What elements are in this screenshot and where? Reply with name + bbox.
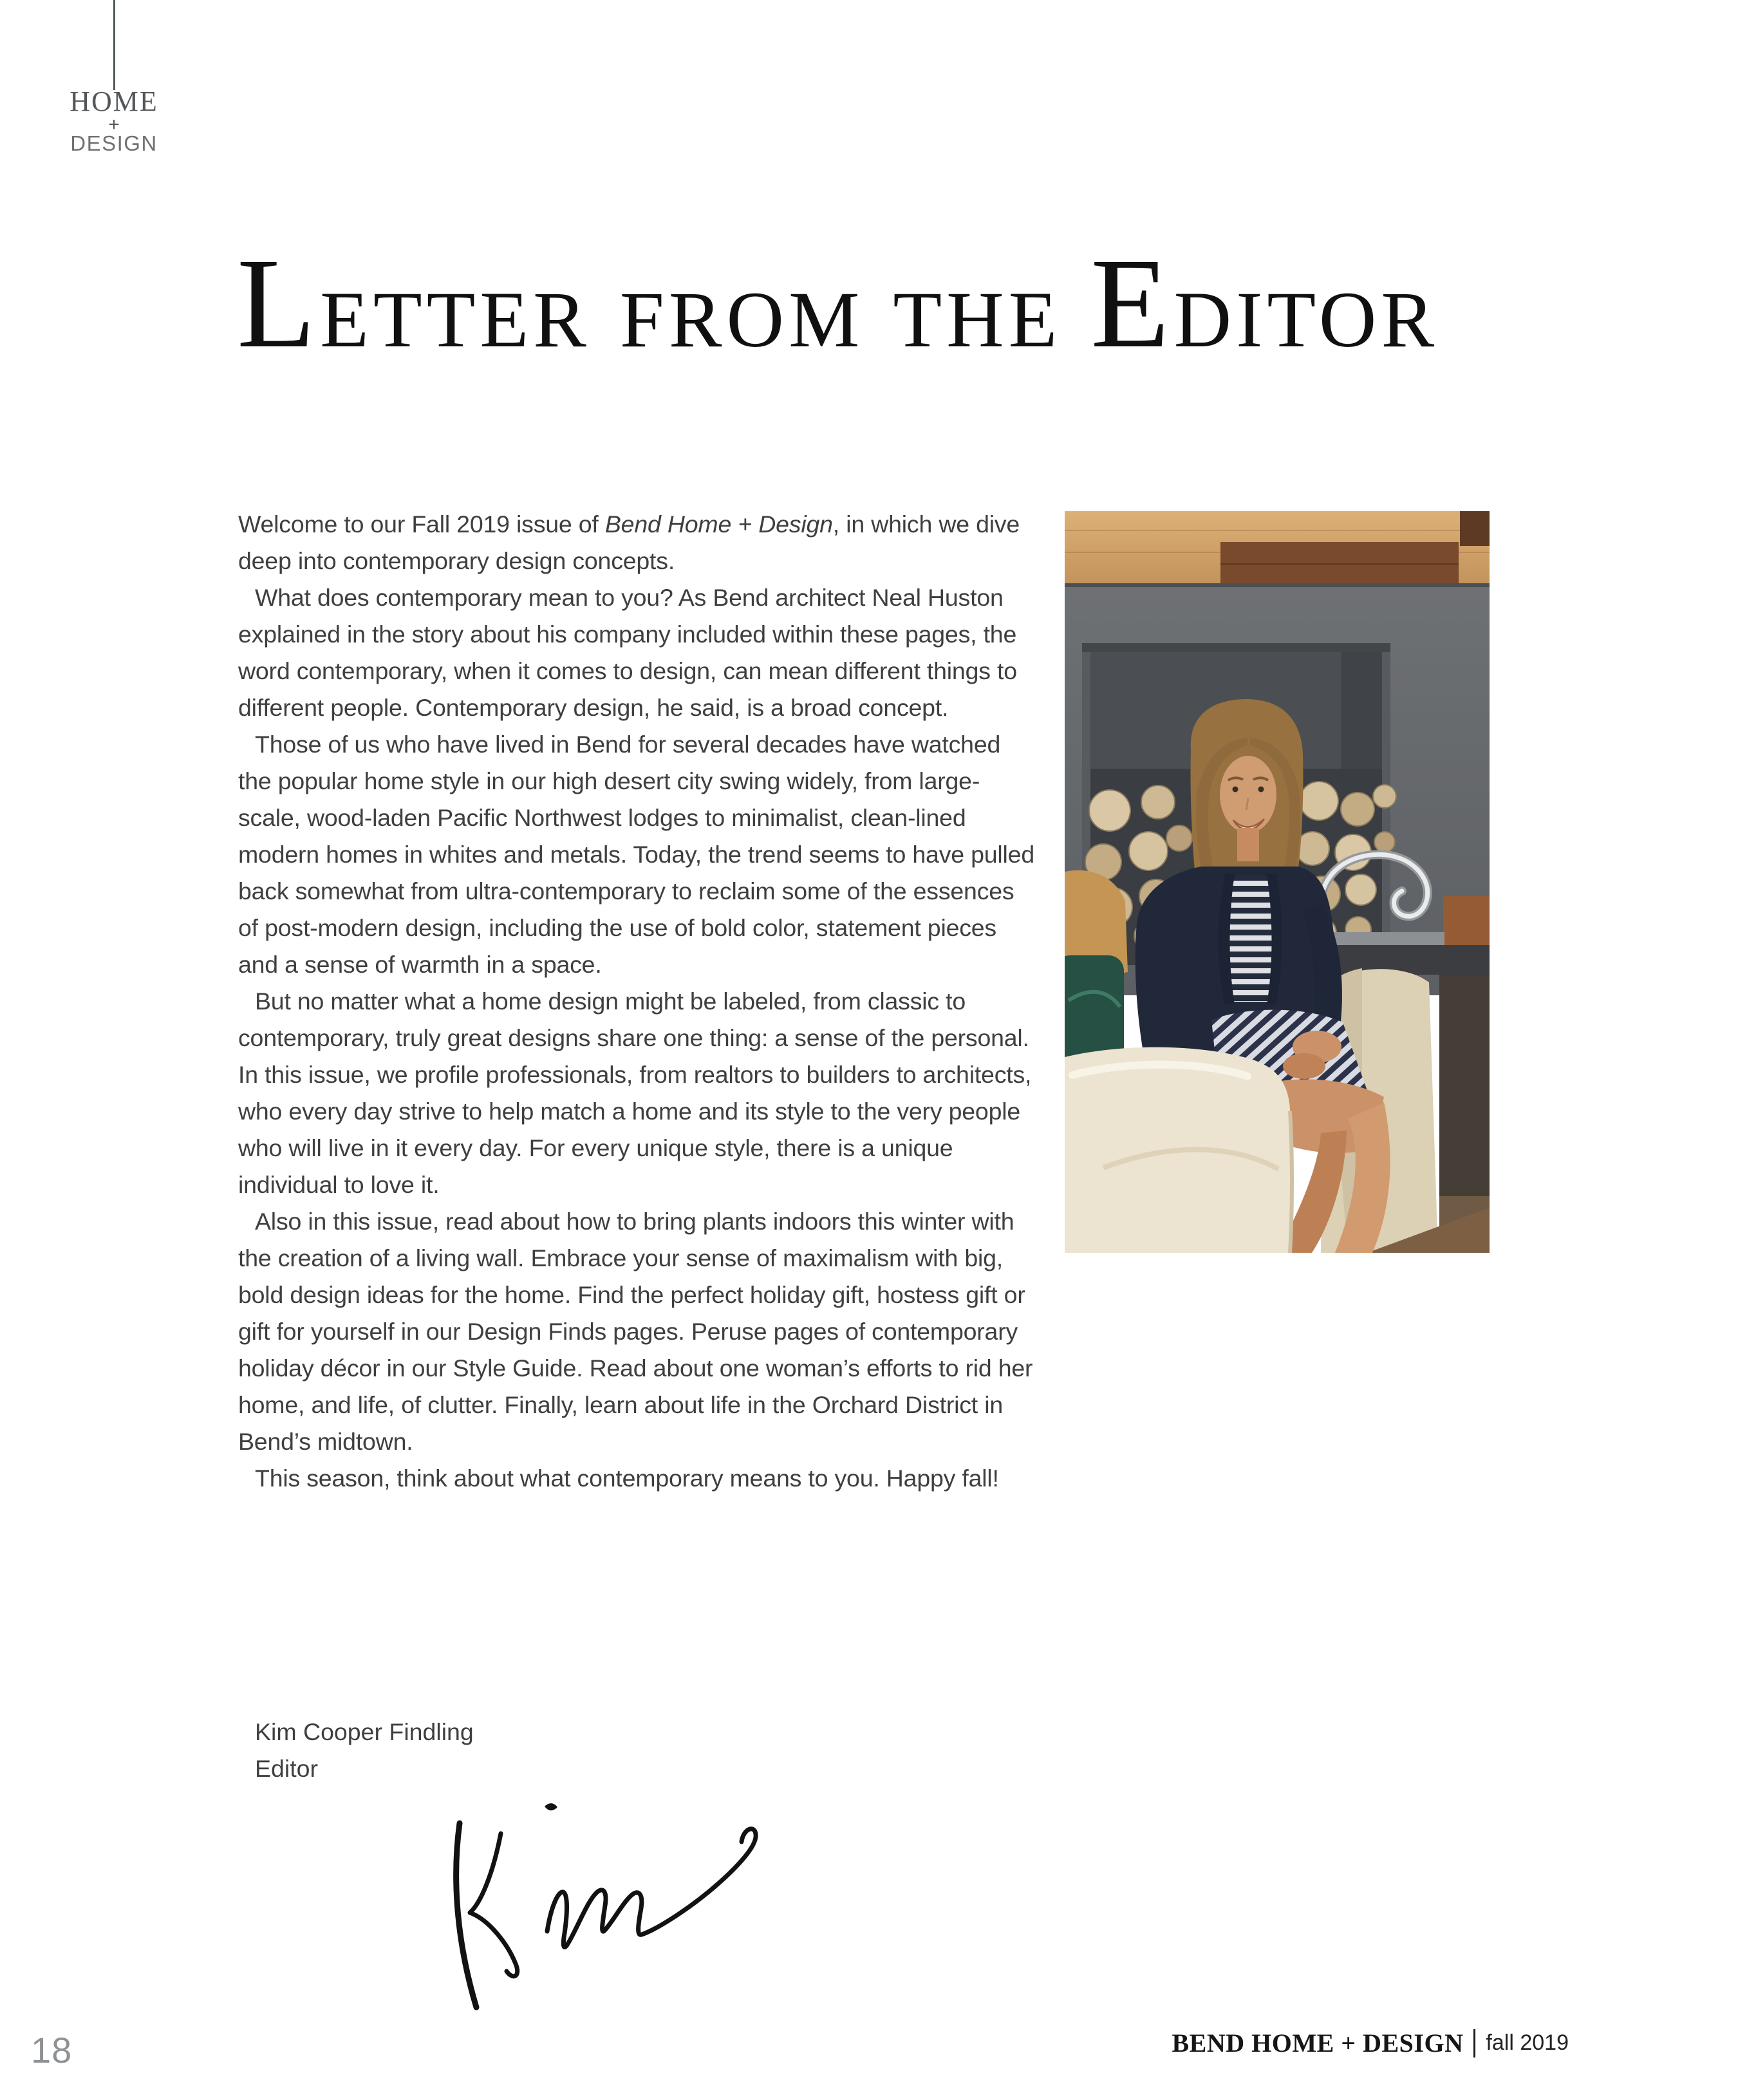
letter-text: But no matter what a home design might be labeled, from classic to contemporary, truly great designs share one thing: a sense of the personal. In this issue, we profile professionals, from realtors to builders to architects, who every day strive to help match a home and its style to the very people who will live in it every day. For every unique style, there is a unique individual to love it.	[238, 988, 1032, 1198]
brand-plus-icon: +	[108, 114, 120, 135]
letter-paragraph	[238, 726, 1038, 983]
brand-name-design: DESIGN	[70, 131, 158, 155]
letter-paragraph	[238, 1460, 1038, 1497]
page-number: 18	[31, 2030, 73, 2070]
signature-kim	[444, 1796, 779, 2015]
footer-issue: fall 2019	[1486, 2030, 1569, 2055]
letter-text: Also in this issue, read about how to bring plants indoors this winter with the creation of a living wall. Embrace your sense of maximalism with big, bold design ideas for the home. Find the perfect holiday gift, hostess gift or gift for yourself in our Design Finds pages. Peruse pages of contemporary holiday décor in our Style Guide. Read about one woman’s efforts to rid her home, and life, of clutter. Finally, learn about life in the Orchard District in Bend’s midtown.	[238, 1208, 1033, 1455]
letter-paragraph	[238, 983, 1038, 1203]
face	[1220, 756, 1276, 833]
letter-text: Welcome to our Fall 2019 issue of	[238, 511, 605, 538]
copper-accent	[1443, 896, 1490, 946]
letter-text: What does contemporary mean to you? As Bend architect Neal Huston explained in the story about his company included within these pages, the word contemporary, when it comes to design, can mean different things to different people. Contemporary design, he said, is a broad concept.	[238, 584, 1017, 721]
title-small-caps: ETTER	[320, 276, 591, 364]
letter-paragraph	[238, 506, 1038, 579]
eye-left	[1233, 787, 1238, 792]
signoff-role: Editor	[255, 1755, 318, 1782]
magazine-name-italic: Bend Home + Design	[604, 511, 833, 538]
armchair-arm	[1065, 1047, 1292, 1253]
brand-name-home: HOME	[70, 86, 158, 117]
letter-text: Those of us who have lived in Bend for several decades have watched the popular home style in our high desert city swing widely, from large-scale, wood-laden Pacific Northwest lodges to minimalist, clean-lined modern homes in whites and metals. Today, the trend seems to have pulled back somewhat from ultra-contemporary to reclaim some of the essences of post-modern design, including the use of bold color, statement pieces and a sense of warmth in a space.	[238, 731, 1034, 978]
hand-lower	[1283, 1053, 1325, 1079]
editor-photo	[1065, 511, 1490, 1253]
wood-paneling	[1065, 511, 1490, 587]
title-small-caps: THE	[893, 276, 1062, 364]
signature-k-arm	[470, 1833, 518, 1976]
footer-divider	[1473, 2029, 1475, 2058]
footer-magazine-line	[1172, 2028, 1569, 2058]
letter-paragraph	[238, 579, 1038, 726]
page-title	[237, 232, 1439, 384]
letter-text: , in which we dive deep into contemporary design concepts.	[238, 511, 1020, 574]
letter-body	[238, 506, 1038, 1497]
signoff-block	[255, 1714, 474, 1787]
signature-im-swash	[547, 1829, 756, 1947]
title-capital: E	[1090, 232, 1174, 375]
title-small-caps: FROM	[619, 276, 864, 364]
brand-rule	[113, 0, 115, 90]
neck	[1237, 828, 1259, 861]
signature-i-dot	[546, 1805, 556, 1810]
footer-magazine-name: BEND HOME + DESIGN	[1172, 2029, 1464, 2058]
signoff-name: Kim Cooper Findling	[255, 1718, 474, 1745]
title-capital: L	[237, 232, 321, 375]
eye-right	[1258, 787, 1264, 792]
room-shadow	[1439, 975, 1490, 1196]
brand-logo	[70, 88, 158, 155]
letter-text: This season, think about what contemporary means to you. Happy fall!	[255, 1465, 999, 1492]
letter-paragraph	[238, 1203, 1038, 1460]
title-small-caps: DITOR	[1173, 276, 1439, 364]
